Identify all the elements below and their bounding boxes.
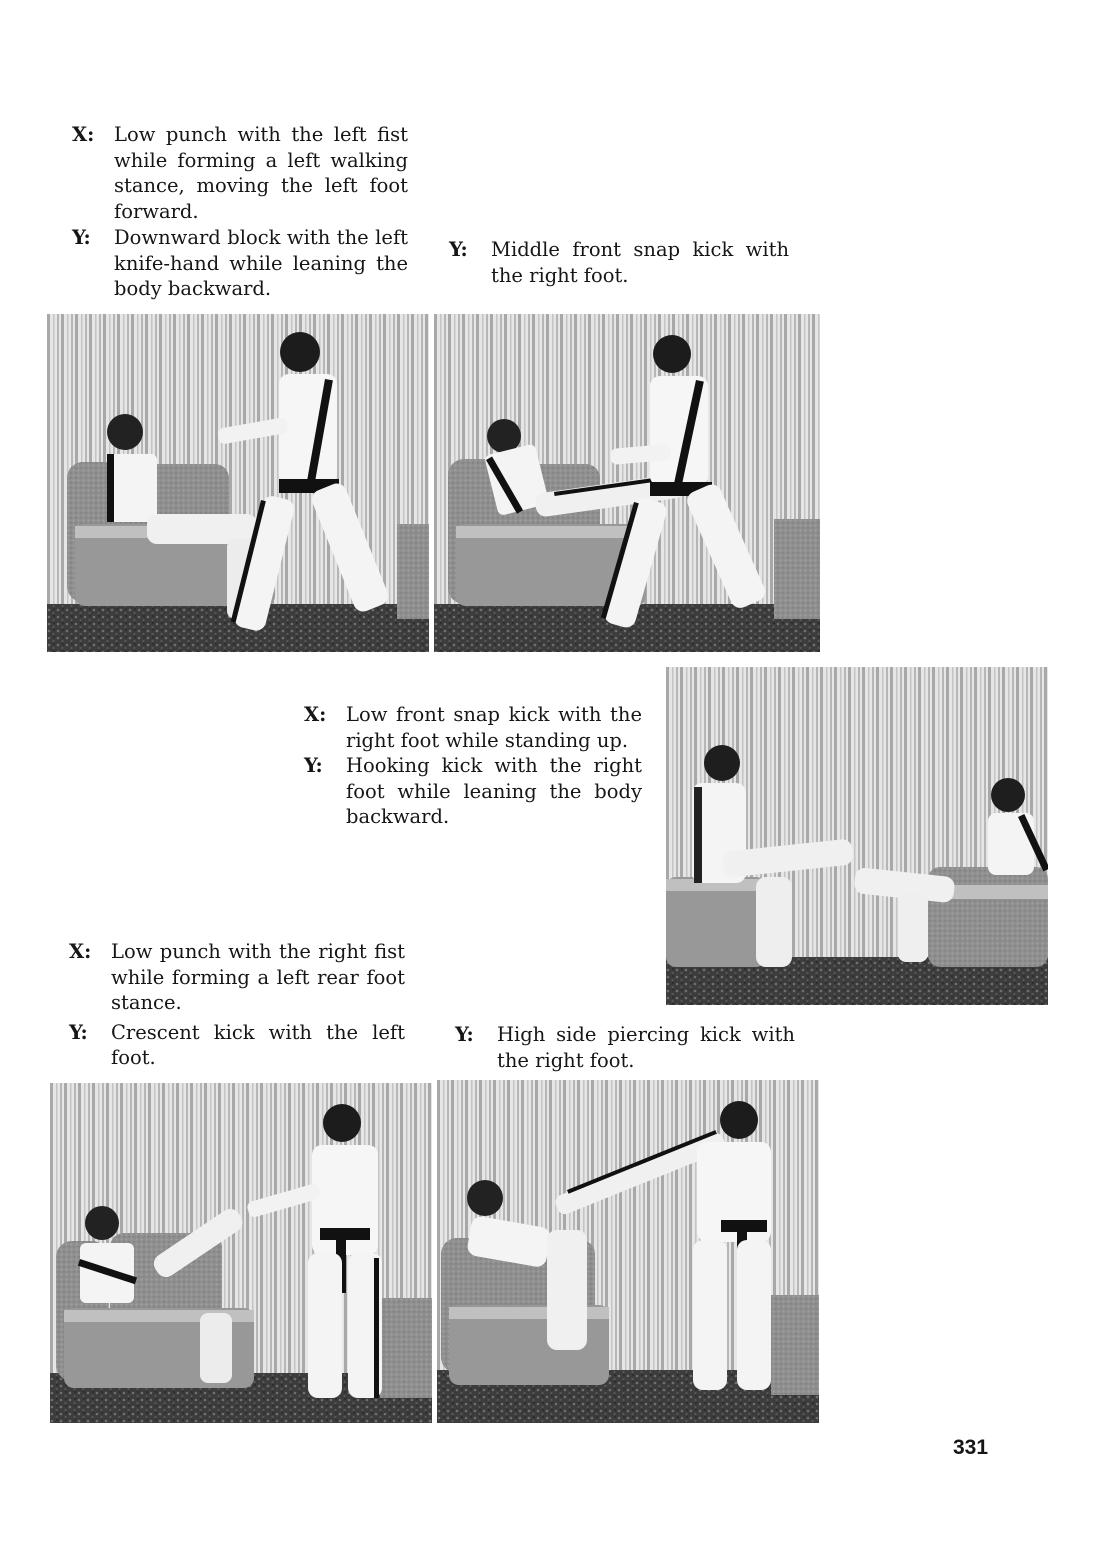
caption-label: Y: (449, 238, 468, 261)
caption-item (69, 939, 405, 1016)
caption-item (455, 1022, 795, 1073)
caption-label: Y: (69, 1020, 88, 1044)
caption-text: Middle front snap kick with the right foot. (491, 238, 789, 287)
page-number: 331 (953, 1436, 989, 1459)
caption-text: Crescent kick with the left foot. (111, 1020, 405, 1069)
caption-block-4 (69, 939, 405, 1071)
caption-label: X: (304, 703, 327, 726)
photo-4 (50, 1083, 432, 1423)
caption-block-5 (455, 1022, 795, 1073)
caption-block-1 (72, 122, 408, 302)
caption-item (449, 237, 789, 288)
caption-label: X: (72, 123, 95, 146)
caption-label: X: (69, 940, 92, 963)
caption-text: Low punch with the right fist while forming a left rear foot stance. (111, 940, 405, 1014)
caption-item (304, 702, 642, 753)
caption-text: High side piercing kick with the right foot. (497, 1023, 795, 1072)
caption-text: Low front snap kick with the right foot while standing up. (346, 703, 642, 752)
caption-text: Hooking kick with the right foot while leaning the body backward. (346, 754, 642, 828)
photo-5 (437, 1080, 819, 1423)
photo-1 (47, 314, 429, 652)
caption-item (72, 122, 408, 224)
photo-2 (434, 314, 820, 652)
caption-label: Y: (304, 754, 323, 777)
caption-text: Low punch with the left fist while forming a left walking stance, moving the left foot forward. (114, 123, 408, 223)
caption-block-3 (304, 702, 642, 830)
caption-label: Y: (455, 1023, 474, 1046)
caption-text: Downward block with the left knife-hand while leaning the body backward. (114, 226, 408, 300)
caption-item (72, 225, 408, 302)
caption-label: Y: (72, 226, 91, 249)
caption-block-2 (449, 237, 789, 288)
caption-item (304, 753, 642, 830)
photo-3 (666, 667, 1048, 1005)
caption-item (69, 1020, 405, 1071)
